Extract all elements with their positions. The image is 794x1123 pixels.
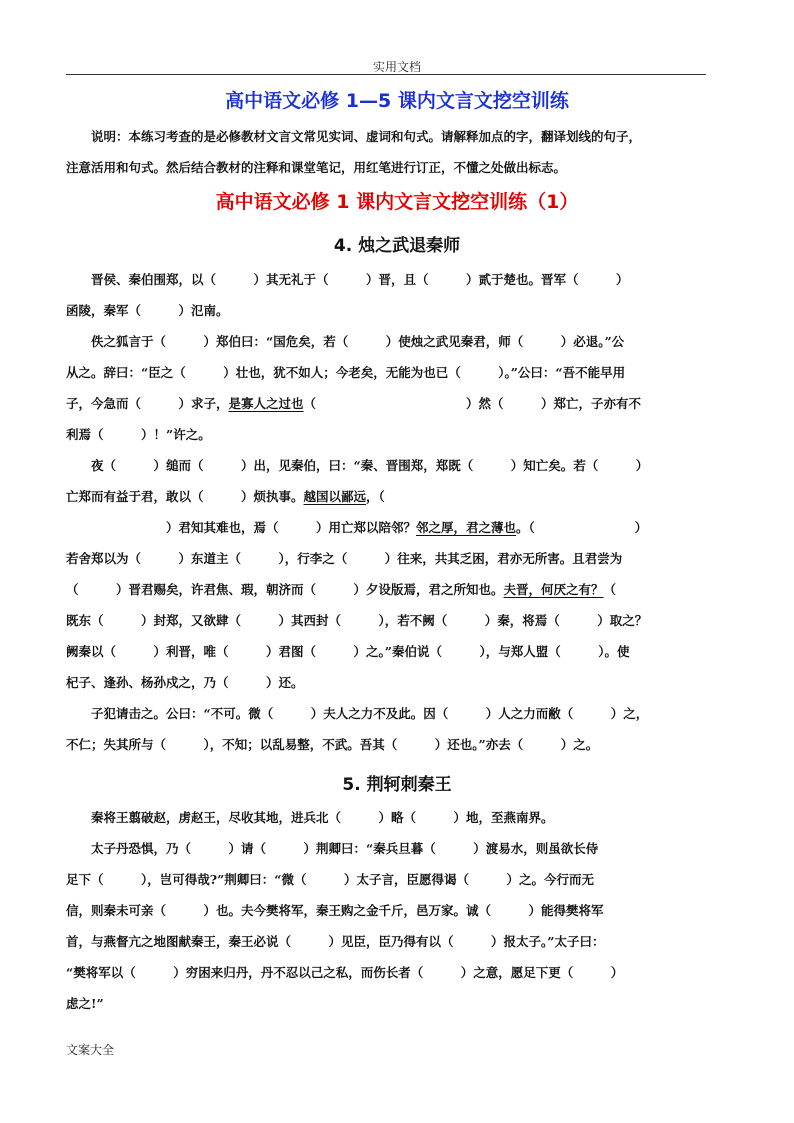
page-footer: 文案大全 (66, 1043, 115, 1057)
text-segment: （ (603, 582, 617, 597)
text-segment: （ ）然（ ）郑亡，子亦有不 (303, 396, 642, 411)
section-4-heading: 4. 烛之武退秦师 (333, 236, 461, 256)
text-line: 晋侯、秦伯围郑，以（ ）其无礼于（ ）晋，且（ ）贰于楚也。晋军（ ） (91, 272, 629, 287)
document-title: 高中语文必修 1—5 课内文言文挖空训练 (225, 90, 569, 112)
text-line (66, 574, 720, 605)
text-line: 足下（ ），岂可得哉?”荆卿曰：“微（ ）太子言，臣愿得谒（ ）之。今行而无 (66, 872, 594, 887)
text-line: 夜（ ）缒而（ ）出，见秦伯，曰：“秦、晋围郑，郑既（ ）知亡矣。若（ ） (91, 458, 649, 473)
text-segment: 亡郑而有益于君，敢以（ ）烦执事。 (66, 489, 304, 504)
header-rule (66, 74, 706, 75)
instructions (66, 121, 716, 183)
text-line: 虑之!” (66, 996, 104, 1011)
text-line: 佚之狐言于（ ）郑伯曰：“国危矣，若（ ）使烛之武见秦君，师（ ）必退。”公 (91, 334, 625, 349)
text-line: 首，与燕督亢之地图献秦王，秦王必说（ ）见臣，臣乃得有以（ ）报太子。”太子曰： (66, 934, 605, 949)
text-line: 若舍郑以为（ ）东道主（ ），行李之（ ）往来，共其乏困，君亦无所害。且君尝为 (66, 551, 623, 566)
text-line (66, 512, 720, 543)
page-header: 实用文档 (372, 60, 421, 74)
text-line (66, 481, 720, 512)
text-line: 太子丹恐惧，乃（ ）请（ ）荆卿曰：“秦兵旦暮（ ）渡易水，则虽欲长侍 (91, 841, 599, 856)
translate-sentence: 邻之厚，君之薄也 (416, 520, 517, 535)
text-line: 从之。辞曰：“臣之（ ）壮也，犹不如人；今老矣，无能为也已（ ）。”公曰：“吾不能早用 (66, 365, 626, 380)
translate-sentence: 越国以鄙远 (303, 489, 367, 504)
text-segment: ，（ (366, 489, 385, 504)
instructions-line-2: 注意活用和句式。然后结合教材的注释和课堂笔记，用红笔进行订正，不懂之处做出标志。 (66, 160, 567, 175)
text-line: 信，则秦未可亲（ ）也。夫今樊将军，秦王购之金千斤，邑万家。诚（ ）能得樊将军 (66, 903, 604, 918)
text-line: “樊将军以（ ）穷困来归丹，丹不忍以己之私，而伤长者（ ）之意，愿足下更（ ） (66, 965, 624, 980)
translate-sentence: 夫晋，何厌之有？ (503, 582, 604, 597)
instructions-line-1: 说明：本练习考查的是必修教材文言文常见实词、虚词和句式。请解释加点的字，翻译划线的句子， (91, 129, 642, 144)
text-line: 阙秦以（ ）利晋，唯（ ）君图（ ）之。”秦伯说（ ），与郑人盟（ ）。使 (66, 644, 630, 659)
translate-sentence: 是寡人之过也 (228, 396, 304, 411)
text-segment: 。（ ） (516, 520, 648, 535)
text-line: 秦将王翦破赵，虏赵王，尽收其地，进兵北（ ）略（ ）地，至燕南界。 (91, 810, 554, 825)
text-line: 既东（ ）封郑，又欲肆（ ）其西封（ ），若不阙（ ）秦，将焉（ ）取之？ (66, 613, 648, 628)
text-line: 利焉（ ）！”许之。 (66, 427, 211, 442)
text-segment: （ ）晋君赐矣，许君焦、瑕，朝济而（ ）夕设版焉，君之所知也。 (66, 582, 504, 597)
text-line: 函陵，秦军（ ）氾南。 (66, 303, 229, 318)
exercise-title: 高中语文必修 1 课内文言文挖空训练（1） (215, 191, 579, 213)
text-line: 杞子、逢孙、杨孙戍之，乃（ ）还。 (66, 675, 304, 690)
text-line (66, 388, 720, 419)
text-segment: ）君知其难也，焉（ ）用亡郑以陪邻？ (66, 520, 417, 535)
section-5-heading: 5. 荆轲刺秦王 (342, 775, 452, 795)
text-segment: 子，今急而（ ）求子， (66, 396, 229, 411)
text-line: 子犯请击之。公曰：“不可。微（ ）夫人之力不及此。因（ ）人之力而敝（ ）之， (91, 706, 649, 721)
text-line: 不仁；失其所与（ ），不知；以乱易整，不武。吾其（ ）还也。”亦去（ ）之。 (66, 737, 599, 752)
section-5-text (66, 802, 720, 1019)
section-4-text (66, 264, 720, 760)
